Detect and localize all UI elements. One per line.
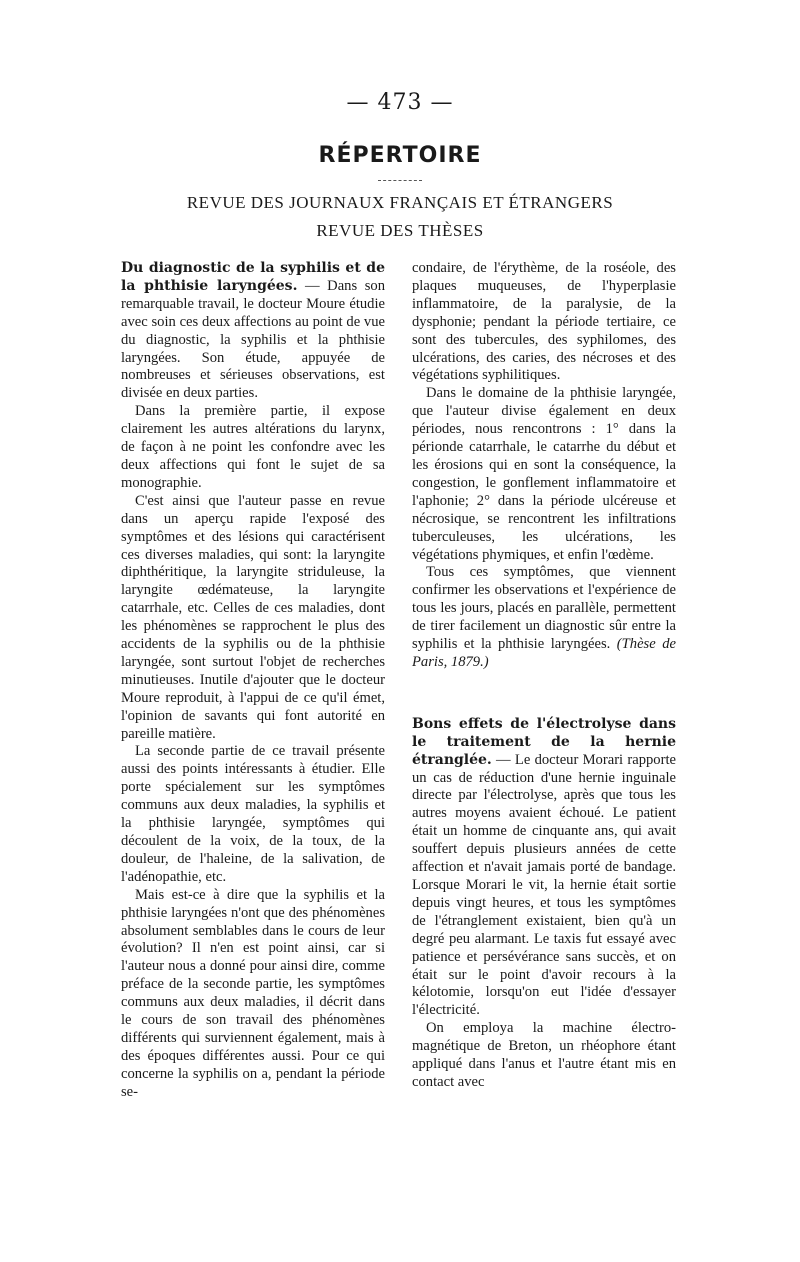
article-1-paragraph-7-text: Tous ces symptômes, que viennent confirmer les observations et l'expérience de tous les jours, placés en parallèle, permettent de tirer facilement un diagnostic sûr entre la syphilis et la phthisie laryngées.	[412, 564, 676, 653]
article-2-paragraph-2: On employa la machine électro-magnétique de Breton, un rhéophore étant appliqué dans l'anus et l'autre étant mis en contact avec	[412, 1020, 676, 1090]
article-1-paragraph-2: Dans la première partie, il expose clairement les autres altérations du larynx, de façon à ne point les confondre avec les deux affections qui font le sujet de sa monographie.	[121, 403, 385, 491]
article-1-intro	[121, 260, 385, 403]
column-left	[121, 260, 385, 1102]
article-1-paragraph-1: — Dans son remarquable travail, le docteur Moure étudie avec soin ces deux affections au point de vue du diagnostic, la syphilis et la phthisie laryngées. Son étude, appuyée de nombreuses et sérieuses observations, est divisée en deux parties.	[121, 277, 385, 402]
article-1-paragraph-4: La seconde partie de ce travail présente aussi des points intéressants à étudier. Elle porte spécialement sur les symptômes communs aux deux maladies, la syphilis et la phthisie laryngée, symptômes qui découlent de la voix, de la toux, de la douleur, de l'haleine, de la salivation, de l'adénopathie, etc.	[121, 743, 385, 885]
article-1-paragraph-5-start: Mais est-ce à dire que la syphilis et la phthisie laryngées n'ont que des phénomènes absolument semblables dans le cours de leur évolution? Il n'en est point ainsi, car si l'auteur nous a donné pour ainsi dire, comme préface de la seconde partie, les symptômes communs aux deux maladies, il décrit dans le cours de son travail des phénomènes différents qui surviennent également, mais à des époques différentes aussi. Pour ce qui concerne la syphilis on a, pendant la période se-	[121, 886, 385, 1100]
article-2-title: Bons effets de l'électrolyse dans le traitement de la hernie étranglée.	[412, 715, 676, 768]
article-1-paragraph-6: Dans le domaine de la phthisie laryngée, que l'auteur divise également en deux périodes, nous rencontrons : 1° dans la périonde catarrhale, le catarrhe du début et les érosions qui en sont la conséquence, la congestion, le gonflement inflammatoire et l'aphonie; 2° dans la période ulcéreuse et nécrosique, se rencontrent les infiltrations tuberculeuses, les ulcérations, les végétations phymiques, et enfin l'œdème.	[412, 385, 676, 563]
page-number: — 473 —	[346, 90, 454, 115]
title-rule	[378, 180, 422, 181]
article-1-paragraph-5-end: condaire, de l'érythème, de la roséole, des plaques muqueuses, de l'hyperplasie inflammatoire, de la paralysie, de la dysphonie; pendant la période tertiaire, ce sont des tubercules, des syphilomes, des ulcérations, des caries, des nécroses et des végétations syphilitiques.	[412, 260, 676, 384]
section-subtitle-theses: REVUE DES THÈSES	[316, 221, 484, 240]
article-2-paragraph-1: — Le docteur Morari rapporte un cas de réduction d'une hernie inguinale directe par l'électrolyse, après que tous les autres moyens avaient échoué. Le patient était un homme de cinquante ans, qui avait souffert depuis plusieurs années de cette affection et n'avait jamais porté de bandage. Lorsque Morari le vit, la hernie était sortie depuis vingt heures, et tous les symptômes de l'étranglement existaient, bien qu'à un degré peu alarmant. Le taxis fut essayé avec patience et persévérance sans succès, et on était sur le point d'avoir recours à la kélotomie, lorsqu'on eut l'idée d'essayer l'électricité.	[412, 751, 676, 1019]
column-right	[412, 260, 676, 1092]
article-1-citation: (Thèse de Paris, 1879.)	[412, 636, 676, 670]
article-1-paragraph-7	[412, 564, 676, 671]
article-1-title: Du diagnostic de la syphilis et de la phthisie laryngées.	[121, 260, 385, 294]
section-title: RÉPERTOIRE	[318, 143, 482, 168]
article-1-paragraph-3: C'est ainsi que l'auteur passe en revue dans un aperçu rapide l'exposé des symptômes et des lésions qui caractérisent ces diverses maladies, qui sont: la laryngite diphthéritique, la laryngite striduleuse, la laryngite œdémateuse, la laryngite catarrhale, etc. Celles de ces maladies, dont les phénomènes se rapprochent le plus des accidents de la syphilis ou de la phthisie laryngée, sont surtout l'objet de recherches minutieuses. Inutile d'ajouter que le docteur Moure reproduit, à l'appui de ce qu'il émet, l'opinion de savants qui font autorité en pareille matière.	[121, 492, 385, 742]
article-separator	[412, 672, 676, 716]
section-subtitle: REVUE DES JOURNAUX FRANÇAIS ET ÉTRANGERS	[186, 193, 614, 212]
article-2-intro	[412, 716, 676, 1020]
